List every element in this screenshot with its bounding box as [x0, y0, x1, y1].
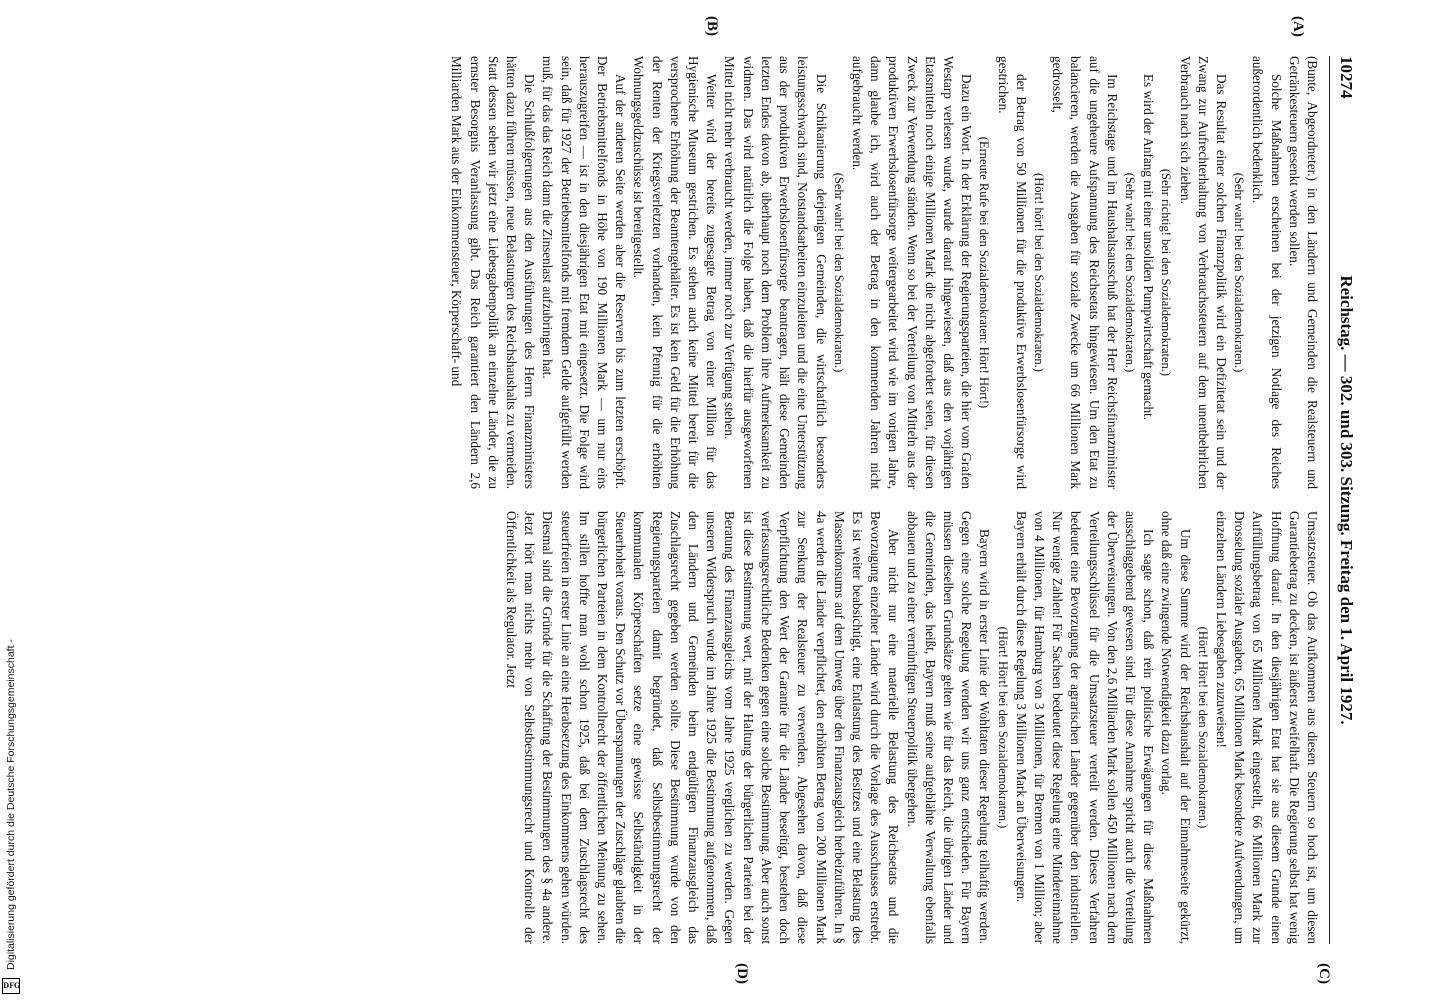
- paragraph: der Betrag von 50 Millionen für die produktive Erwerbslosenfürsorge wird gestrichen.: [995, 56, 1029, 489]
- interjection: (Sehr wahr! bei den Sozialdemokraten.): [831, 172, 846, 373]
- interjection: (Hört! Hört! bei den Sozialdemokraten.): [995, 626, 1010, 829]
- paragraph: Umsatzsteuer. Ob das Aufkommen aus diesen Steuern so hoch ist, um diesen Garantiebetrag zu decken, ist äußerst zweifelhaft. Die Regierung selbst hat wenig Hoffnung darauf. In den diesjährigen Etat hat sie aus diesem Grunde einen Auffüllungsbetrag von 65 Millionen Mark eingestellt, 66 Millionen Mark zur Drosselung sozialer Ausgaben, 65 Millionen Mark besondere Aufwendungen, um einzelnen Ländern Liebesgaben zuzuweisen!: [1213, 511, 1320, 944]
- digitization-footer: [2, 0, 20, 1000]
- interjection: (Sehr wahr! bei den Sozialdemokraten.): [1122, 172, 1137, 373]
- paragraph: Weiter wird der bereits zugesagte Betrag von einer Million für das Hygienische Museum gestrichen. Es stehen auch keine Mittel bereit für die versprochene Erhöhung der Beamtengehälter. Es ist kein Geld für die Erhöhung der Renten der Kriegsverletzten vorhanden, kein Pfennig für die erhöhten Wohnungsgeldzuschüsse ist bereitgestellt.: [631, 56, 720, 489]
- paragraph: Dazu ein Wort. In der Erklärung der Regierungsparteien, die hier vom Grafen Westarp verlesen wurde, wurde darauf hingewiesen, daß aus den vorjährigen Etatsmitteln noch einige Millionen Mark die nicht abgefordert seien, für diesen Zweck zur Verwendung ständen. Wenn so bei der Verteilung von Mitteln aus der produktiven Erwerbslosenfürsorge weitergearbeitet wird wie im vorigen Jahre, dann glaube ich, wird auch der Betrag in den kommenden Jahren nicht aufgebraucht werden.: [849, 56, 975, 489]
- page-title: Reichstag. — 302. und 303. Sitzung. Freitag den 1. April 1927.: [1337, 275, 1356, 725]
- paragraph: Um diese Summe wird der Reichshaushalt auf der Einnahmeseite gekürzt, ohne daß eine zwingende Notwendigkeit dazu vorlag.: [1159, 511, 1193, 944]
- paragraph: Das Resultat einer solchen Finanzpolitik wird ein Defizitetat sein und der Zwang zur Aufrechterhaltung von Verbrauchssteuern auf dem unentbehrlichen Verbrauch nach sich ziehen.: [1177, 56, 1229, 489]
- footer-text: [2, 590, 20, 990]
- paragraph: Aber nicht nur eine materielle Belastung des Reichsetats und die Bevorzugung einzelner Länder wird durch die Vorlage des Ausschusses erstrebt. Es ist weiter beabsichtigt, eine Entlastung des Besitzes und eine Belastung des Massenkonsums auf dem Umweg über den Finanzausgleich herbeizuführen. In § 4a werden die Länder verpflichtet, den erhöhten Betrag von 200 Millionen Mark zur Senkung der Realsteuer zu verwenden. Abgesehen davon, daß diese Verpflichtung den Wert der Garantie für die Länder beseitigt, bestehen doch verfassungsrechtliche Bedenken gegen eine solche Bestimmung. Aber auch sonst ist diese Bestimmung wert, mit der Haltung der bürgerlichen Parteien bei der Beratung des Finanzausgleichs vom Jahre 1925 verglichen zu werden. Gegen unseren Widerspruch wurde im Jahre 1925 die Bestimmung aufgenommen, daß den Ländern und Gemeinden beim endgültigen Finanzausgleich das Zuschlagsrecht gegeben werden sollte. Diese Bestimmung wurde von den Regierungsparteien damit begründet, daß Selbstbestimmungsrecht der kommunalen Körperschaften setze eine gewisse Selbständigkeit in der Steuerhoheit voraus. Den Schutz vor Überspannungen der Zuschläge glaubten die bürgerlichen Parteien in dem Kontrollrecht der öffentlichen Meinung zu sehen. Im stillen hoffte man wohl schon 1925, daß bei dem Zuschlagsrecht des steuerfreien in erster Linie an eine Herabsetzung des Einkommens gehen würden. Diesmal sind die Gründe für die Schaffung der Bestimmungen des § 4a andere. Jetzt hört man nichts mehr von Selbstbestimmungsrecht und Kontrolle der Öffentlichkeit als Regulator. Jetzt: [504, 511, 902, 944]
- margin-marker-a: (A): [1290, 16, 1306, 37]
- interjection: (Hört! hört! bei den Sozialdemokraten.): [1031, 173, 1046, 372]
- paragraph: Die Schikanierung derjenigen Gemeinden, die wirtschaftlich besonders leistungsschwach sind, Notstandsarbeiten einzuleiten und die eine Unterstützung aus der produktiven Erwerbslosenfürsorge beantragen, hält diese Gemeinden letzten Endes davon ab, überhaupt noch dem Problem ihre Aufmerksamkeit zu widmen. Das wird natürlich die Folge haben, daß die hierfür ausgeworfenen Mittel nicht mehr verbraucht werden, immer noch zur Verfügung stehen.: [722, 56, 829, 489]
- interjection: (Sehr richtig! bei den Sozialdemokraten.): [1159, 168, 1174, 377]
- page-number: 10274: [1337, 56, 1356, 99]
- right-column: [21, 511, 1321, 944]
- paragraph: Die Schlußfolgerungen aus den Ausführungen des Herrn Finanzministers hätten dazu führen müssen, neue Belastungen des Reichshaushalts zu vermeiden. Statt dessen sehen wir jetzt eine Liebesgabenpolitik an einzelne Länder, die zu ernster Besorgnis Veranlassung gibt. Das Reich garantiert den Ländern 2,6 Milliarden Mark aus der Einkommensteuer, Körperschaft- und: [449, 56, 538, 489]
- dfg-logo: DFG: [2, 978, 20, 994]
- left-column: [21, 16, 1321, 489]
- margin-marker-b: (B): [704, 16, 720, 36]
- paragraph: Solche Maßnahmen erscheinen bei der jetzigen Notlage des Reiches außerordentlich bedenklich.: [1250, 56, 1284, 489]
- interjection: (Sehr wahr! bei den Sozialdemokraten.): [1232, 172, 1247, 373]
- paragraph: Es wird der Anfang mit einer unsoliden Pumpwirtschaft gemacht.: [1141, 74, 1157, 421]
- margin-marker-d: (D): [734, 963, 750, 984]
- paragraph: Auf der anderen Seite werden aber die Reserven bis zum letzten erschöpft. Der Betriebsmittelfonds in Höhe von 190 Millionen Mark — um nur eins herauszugreifen — ist in den diesjährigen Etat mit eingesetzt. Die Folge wird sein, daß für 1927 der Betriebsmittelfonds mit fremdem Gelde aufgefüllt werden muß, für das das Reich dann die Zinsenlast aufzubringen hat.: [540, 56, 629, 489]
- footer-label: Digitalisierung gefördert durch die Deutsche Forschungsgemeinschaft -: [5, 639, 17, 970]
- paragraph: Im Reichstage und im Haushaltsausschuß hat der Herr Reichsfinanzminister auf die ungeheure Aufspannung des Reichsetats hingewiesen. Um den Etat zu balancieren, werden die Ausgaben für soziale Zwecke um 66 Millionen Mark gedrosselt,: [1050, 56, 1120, 489]
- paragraph: Bayern wird in erster Linie der Wohltaten dieser Regelung teilhaftig werden. Gegen eine solche Regelung wenden wir uns ganz entschieden. Für Bayern müssen dieselben Grundsätze gelten wie für das Reich, die übrigen Länder und die Gemeinden, das heißt, Bayern muß seine aufgeblähte Verwaltung ebenfalls abbauen und zu einer vernünftigen Steuerpolitik übergehen.: [904, 511, 993, 944]
- paragraph: (Bunte, Abgeordneter.) in den Ländern und Gemeinden die Realsteuern und Getränkesteuern gesenkt werden sollen.: [1286, 56, 1320, 489]
- page-header: [1329, 56, 1358, 944]
- margin-marker-c: (C): [1316, 963, 1332, 984]
- interjection: (Hört! Hört! bei den Sozialdemokraten.): [1195, 626, 1210, 829]
- interjection: (Erneute Rufe bei den Sozialdemokraten: Hört! Hört!): [977, 136, 992, 409]
- paragraph: Ich sagte schon, daß rein politische Erwägungen für diese Maßnahmen ausschlaggebend gewesen sind. Für diese Annahme spricht auch die Verteilung der Überweisungen. Von den 2,6 Milliarden Mark sollen 450 Millionen nach dem Verteilungsschlüssel für die Umsatzsteuer verteilt werden. Dieses Verfahren bedeutet eine Bevorzugung der agrarischen Länder gegenüber den industriellen. Nur wenige Zahlen! Für Sachsen bedeutet diese Regelung eine Mindereinnahme von 4 Millionen, für Hamburg von 3 Millionen, für Bremen von 1 Million; aber Bayern erhält durch diese Regelung 3 Millionen Mark an Überweisungen.: [1013, 511, 1157, 944]
